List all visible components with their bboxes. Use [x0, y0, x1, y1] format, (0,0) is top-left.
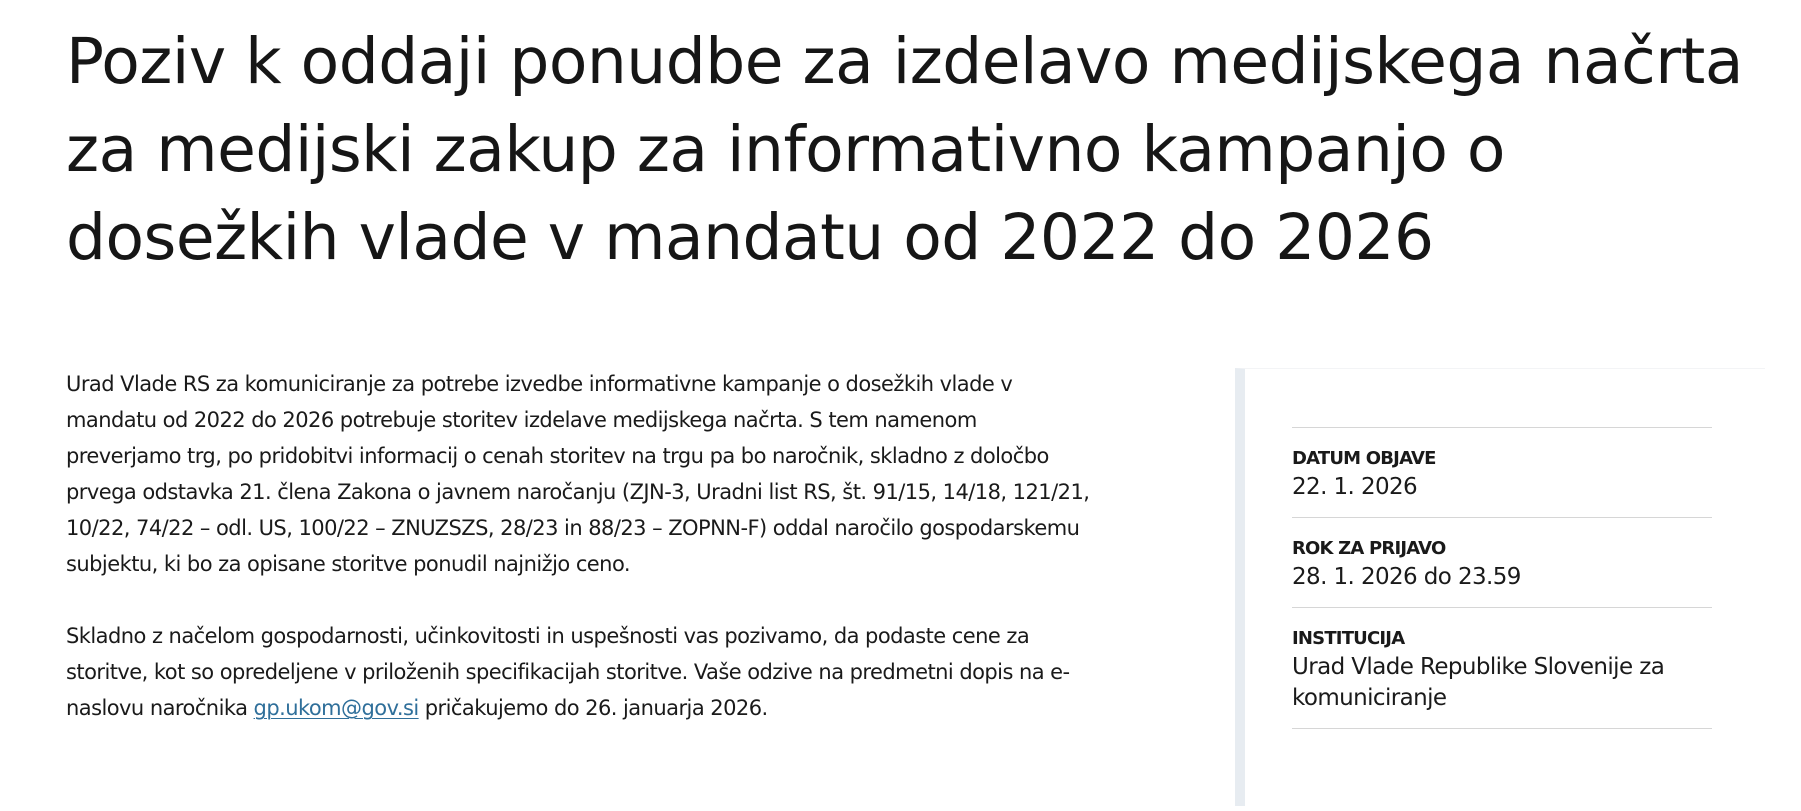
paragraph-line: storitve, kot so opredeljene v priloženih specifikacijah storitve. Vaše odzive na predmetni dopis na e-: [66, 660, 1070, 684]
meta-item-deadline: [1292, 518, 1712, 608]
paragraph-line: Urad Vlade RS za komuniciranje za potrebe izvedbe informativne kampanje o dosežkih vlade v: [66, 372, 1013, 396]
email-prefix-text: naslovu naročnika: [66, 696, 254, 720]
main-content: [66, 366, 1176, 726]
paragraph-line: prvega odstavka 21. člena Zakona o javnem naročanju (ZJN-3, Uradni list RS, št. 91/15, 14/18, 121/21,: [66, 480, 1090, 504]
page-title: [66, 18, 1766, 282]
email-link[interactable]: gp.ukom@gov.si: [253, 696, 419, 720]
paragraph-line: preverjamo trg, po pridobitvi informacij o cenah storitev na trgu pa bo naročnik, skladno z določbo: [66, 444, 1049, 468]
paragraph-line: [66, 690, 1176, 726]
meta-label: ROK ZA PRIJAVO: [1292, 538, 1446, 559]
page-title-line: Poziv k oddaji ponudbe za izdelavo medijskega načrta: [66, 25, 1743, 98]
paragraph-line: subjektu, ki bo za opisane storitve ponudil najnižjo ceno.: [66, 552, 630, 576]
meta-value-line: komuniciranje: [1292, 685, 1447, 711]
intro-paragraph: [66, 366, 1176, 582]
paragraph-line: mandatu od 2022 do 2026 potrebuje storitev izdelave medijskega načrta. S tem namenom: [66, 408, 977, 432]
meta-value-line: Urad Vlade Republike Slovenije za: [1292, 654, 1665, 680]
invitation-paragraph: [66, 618, 1176, 726]
meta-item-institution: [1292, 608, 1712, 729]
meta-label: INSTITUCIJA: [1292, 628, 1405, 649]
page-title-line: za medijski zakup za informativno kampanjo o: [66, 113, 1505, 186]
meta-item-publish-date: [1292, 428, 1712, 518]
paragraph-line: Skladno z načelom gospodarnosti, učinkovitosti in uspešnosti vas pozivamo, da podaste cene za: [66, 624, 1030, 648]
meta-value: [1292, 652, 1712, 714]
meta-list: [1292, 427, 1712, 729]
paragraph-line: 10/22, 74/22 – odl. US, 100/22 – ZNUZSZS, 28/23 in 88/23 – ZOPNN-F) oddal naročilo gospodarskemu: [66, 516, 1080, 540]
page-title-line: dosežkih vlade v mandatu od 2022 do 2026: [66, 201, 1434, 274]
meta-value: 22. 1. 2026: [1292, 474, 1418, 500]
meta-label: DATUM OBJAVE: [1292, 448, 1436, 469]
info-sidebar: [1235, 368, 1765, 806]
email-suffix-text: pričakujemo do 26. januarja 2026.: [418, 696, 768, 720]
meta-value: 28. 1. 2026 do 23.59: [1292, 564, 1521, 590]
